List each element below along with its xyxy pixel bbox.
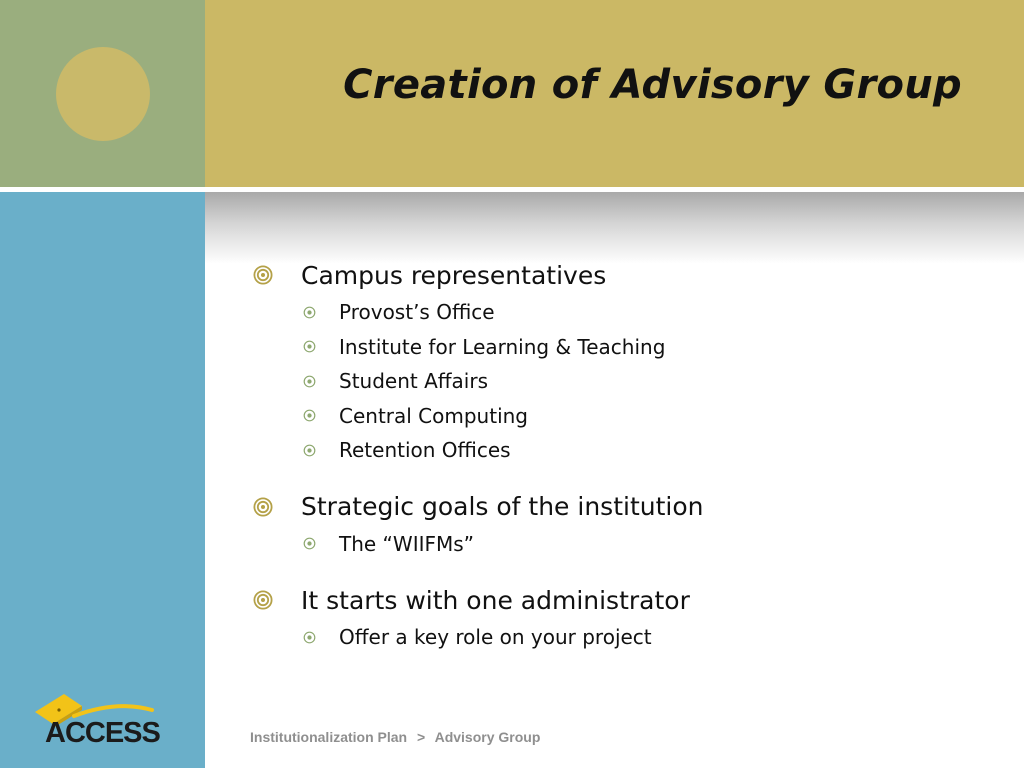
target-bullet-icon [253, 497, 273, 517]
dot-circle-bullet-icon [303, 631, 316, 644]
footer-topic: Advisory Group [434, 729, 541, 745]
bullet-text: Strategic goals of the institution [301, 492, 704, 521]
bullet-group [250, 255, 990, 468]
slide-title: Creation of Advisory Group [343, 62, 962, 108]
sub-bullet-item [250, 364, 990, 399]
sub-bullet-text: Institute for Learning & Teaching [339, 334, 666, 359]
dot-circle-bullet-icon [303, 409, 316, 422]
sub-bullet-text: Retention Offices [339, 438, 511, 463]
target-bullet-icon [253, 590, 273, 610]
decorative-circle [56, 47, 150, 141]
target-bullet-icon [253, 265, 273, 285]
dot-circle-bullet-icon [303, 306, 316, 319]
sub-bullet-text: Offer a key role on your project [339, 625, 652, 650]
left-sidebar-bar [0, 187, 205, 768]
dot-circle-bullet-icon [303, 444, 316, 457]
sub-bullet-item [250, 399, 990, 434]
footer-section: Institutionalization Plan [250, 729, 408, 745]
sub-bullet-item [250, 330, 990, 365]
sub-bullet-text: Student Affairs [339, 369, 489, 394]
sub-bullet-text: Provost’s Office [339, 300, 495, 325]
bullet-item [250, 580, 990, 620]
sub-bullet-list [250, 620, 990, 655]
header-shadow [205, 192, 1024, 264]
footer-separator: > [417, 729, 426, 745]
dot-circle-bullet-icon [303, 375, 316, 388]
bullet-text: It starts with one administrator [301, 585, 690, 615]
bullet-item [250, 487, 990, 527]
footer-breadcrumb [250, 729, 540, 745]
bullet-group [250, 487, 990, 562]
sub-bullet-text: Central Computing [339, 403, 529, 428]
sub-bullet-list [250, 295, 990, 468]
access-logo-text: ACCESS [45, 717, 160, 749]
sub-bullet-item [250, 433, 990, 468]
sub-bullet-text: The “WIIFMs” [339, 531, 475, 556]
sub-bullet-list [250, 527, 990, 562]
bullet-group [250, 580, 990, 655]
sub-bullet-item [250, 620, 990, 655]
dot-circle-bullet-icon [303, 340, 316, 353]
bullet-item [250, 255, 990, 295]
bullet-text: Campus representatives [301, 260, 607, 290]
sub-bullet-item [250, 295, 990, 330]
sub-bullet-item [250, 527, 990, 562]
dot-circle-bullet-icon [303, 537, 316, 550]
bullet-list [250, 255, 990, 674]
